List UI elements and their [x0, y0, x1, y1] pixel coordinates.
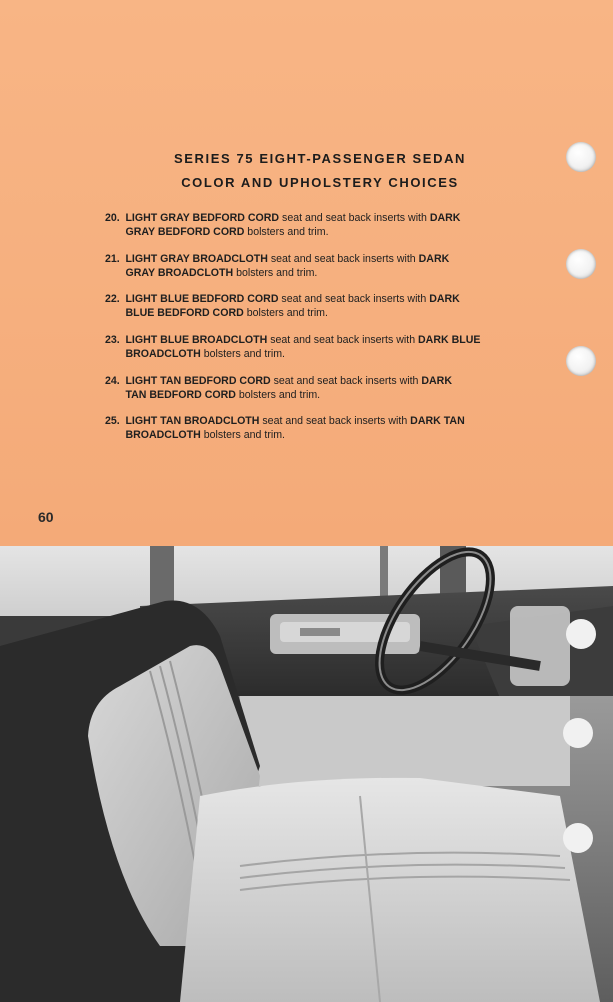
- choice-fabric: LIGHT TAN BEDFORD CORD: [125, 375, 271, 387]
- choice-fabric: LIGHT BLUE BEDFORD CORD: [125, 293, 279, 305]
- choice-text: seat and seat back inserts with: [259, 415, 411, 427]
- choice-line-2: [105, 225, 511, 239]
- binder-hole-icon: [566, 346, 596, 376]
- list-item: [105, 333, 511, 361]
- list-item: [105, 252, 511, 280]
- choice-fabric: LIGHT BLUE BROADCLOTH: [125, 334, 268, 346]
- seat-and-steering-wheel-photo: [0, 546, 613, 1002]
- choice-trim-color: DARK TAN: [410, 415, 465, 427]
- choice-trim-fabric: BROADCLOTH: [125, 348, 201, 360]
- choice-trim-text: bolsters and trim.: [244, 226, 329, 238]
- choice-text: seat and seat back inserts with: [270, 375, 422, 387]
- page-title-line-2: COLOR AND UPHOLSTERY CHOICES: [181, 175, 459, 190]
- choice-trim-fabric: BROADCLOTH: [125, 429, 201, 441]
- choice-line-2: [105, 428, 511, 442]
- choice-trim-color: DARK: [418, 253, 450, 265]
- choice-trim-fabric: BLUE BEDFORD CORD: [125, 307, 244, 319]
- choice-number: 24.: [105, 375, 120, 387]
- binder-hole-icon: [566, 249, 596, 279]
- choice-text: seat and seat back inserts with: [267, 334, 419, 346]
- choice-number: 20.: [105, 212, 120, 224]
- car-interior-photo: [0, 546, 613, 1002]
- choice-trim-color: DARK: [429, 212, 461, 224]
- binder-hole-icon: [566, 142, 596, 172]
- choice-trim-text: bolsters and trim.: [235, 389, 321, 401]
- choice-number: 21.: [105, 253, 120, 265]
- choice-line-2: [105, 306, 511, 320]
- choice-number: 22.: [105, 293, 120, 305]
- choice-trim-color: DARK: [421, 375, 452, 387]
- choice-number: 25.: [105, 415, 120, 427]
- choice-trim-text: bolsters and trim.: [200, 348, 285, 360]
- choice-text: seat and seat back inserts with: [278, 293, 430, 305]
- choice-trim-text: bolsters and trim.: [243, 307, 328, 319]
- choice-line-2: [105, 388, 511, 402]
- choice-trim-fabric: TAN BEDFORD CORD: [125, 389, 236, 401]
- choice-trim-color: DARK BLUE: [418, 334, 481, 346]
- choice-trim-text: bolsters and trim.: [233, 267, 318, 279]
- choice-line-2: [105, 266, 511, 280]
- list-item: [105, 414, 511, 442]
- choice-line-2: [105, 347, 511, 361]
- choice-number: 23.: [105, 334, 120, 346]
- page-title-line-1: SERIES 75 EIGHT-PASSENGER SEDAN: [173, 151, 467, 166]
- choice-fabric: LIGHT GRAY BEDFORD CORD: [125, 212, 280, 224]
- list-item: [105, 292, 511, 320]
- choice-trim-fabric: GRAY BROADCLOTH: [125, 267, 234, 279]
- choice-fabric: LIGHT GRAY BROADCLOTH: [125, 253, 268, 265]
- page-number: 60: [38, 509, 54, 525]
- choice-trim-fabric: GRAY BEDFORD CORD: [125, 226, 245, 238]
- choice-trim-color: DARK: [429, 293, 460, 305]
- list-item: [105, 374, 511, 402]
- list-item: [105, 211, 511, 239]
- choice-trim-text: bolsters and trim.: [200, 429, 285, 441]
- choice-text: seat and seat back inserts with: [267, 253, 419, 265]
- choice-text: seat and seat back inserts with: [279, 212, 430, 224]
- choice-fabric: LIGHT TAN BROADCLOTH: [125, 415, 260, 427]
